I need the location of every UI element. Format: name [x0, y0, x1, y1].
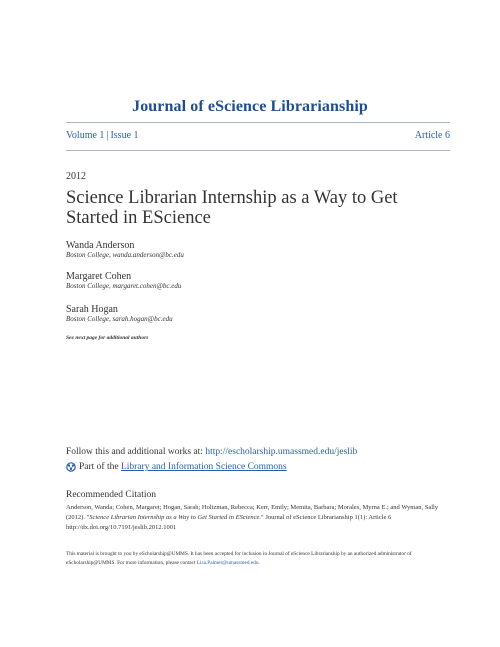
article-number-link[interactable]: Article 6	[414, 130, 450, 141]
commons-link[interactable]: Library and Information Science Commons	[120, 462, 287, 472]
journal-title[interactable]: Journal of eScience Librarianship	[132, 98, 368, 115]
part-of-prefix: Part of the	[79, 462, 119, 472]
issue-link[interactable]: Issue 1	[110, 130, 139, 141]
author-name: Sarah Hogan	[66, 304, 118, 315]
access-notice	[66, 550, 450, 568]
author-affiliation: Boston College, wanda.anderson@bc.edu	[66, 251, 184, 259]
volume-issue	[66, 130, 139, 141]
recommended-citation-heading: Recommended Citation	[66, 490, 156, 500]
contact-email-link[interactable]: Lisa.Palmer@umassmed.edu	[196, 560, 259, 566]
author-block	[66, 271, 181, 290]
header-rule-bottom	[66, 150, 450, 151]
volume-issue-separator: |	[106, 130, 109, 141]
follow-url-link[interactable]: http://escholarship.umassmed.edu/jeslib	[205, 447, 358, 457]
see-next-page-note: See next page for additional authors	[66, 335, 149, 341]
volume-link[interactable]: Volume 1	[66, 130, 105, 141]
follow-prefix: Follow this and additional works at:	[66, 447, 206, 457]
citation-title: Science Librarian Internship as a Way to Get Started in EScience.	[89, 514, 262, 521]
author-name: Wanda Anderson	[66, 240, 135, 251]
author-block	[66, 240, 184, 259]
part-of-line	[66, 462, 287, 472]
paper-title: Science Librarian Internship as a Way to Get Started in EScience	[66, 188, 398, 228]
author-name: Margaret Cohen	[66, 271, 132, 282]
citation-journal: " Journal of eScience Librarianship 1(1): Article 6	[261, 514, 392, 521]
notice-end: .	[258, 560, 260, 566]
author-affiliation: Boston College, sarah.hogan@bc.edu	[66, 315, 173, 323]
citation-text	[66, 503, 450, 533]
citation-doi[interactable]: http://dx.doi.org/10.7191/jeslib.2012.1001	[66, 524, 177, 531]
author-affiliation: Boston College, margaret.cohen@bc.edu	[66, 282, 182, 290]
header-rule-top	[66, 122, 450, 123]
notice-text: This material is brought to you by eScholarship@UMMS. It has been accepted for inclusion in Journal of eScience Librarianship by an authorized administrator of eScholarship@UMMS. For more information, please contact	[66, 551, 412, 566]
citation-authors: Anderson, Wanda; Cohen, Margaret; Hogan, Sarah; Holtzman, Rebecca; Kerr, Emily; Memita, Barbara; Morales, Myrna E.; and Wyman, Sally (2012). "	[66, 504, 439, 521]
author-block	[66, 304, 173, 323]
network-icon	[66, 462, 76, 472]
publication-year: 2012	[66, 171, 86, 182]
follow-line	[66, 447, 357, 457]
